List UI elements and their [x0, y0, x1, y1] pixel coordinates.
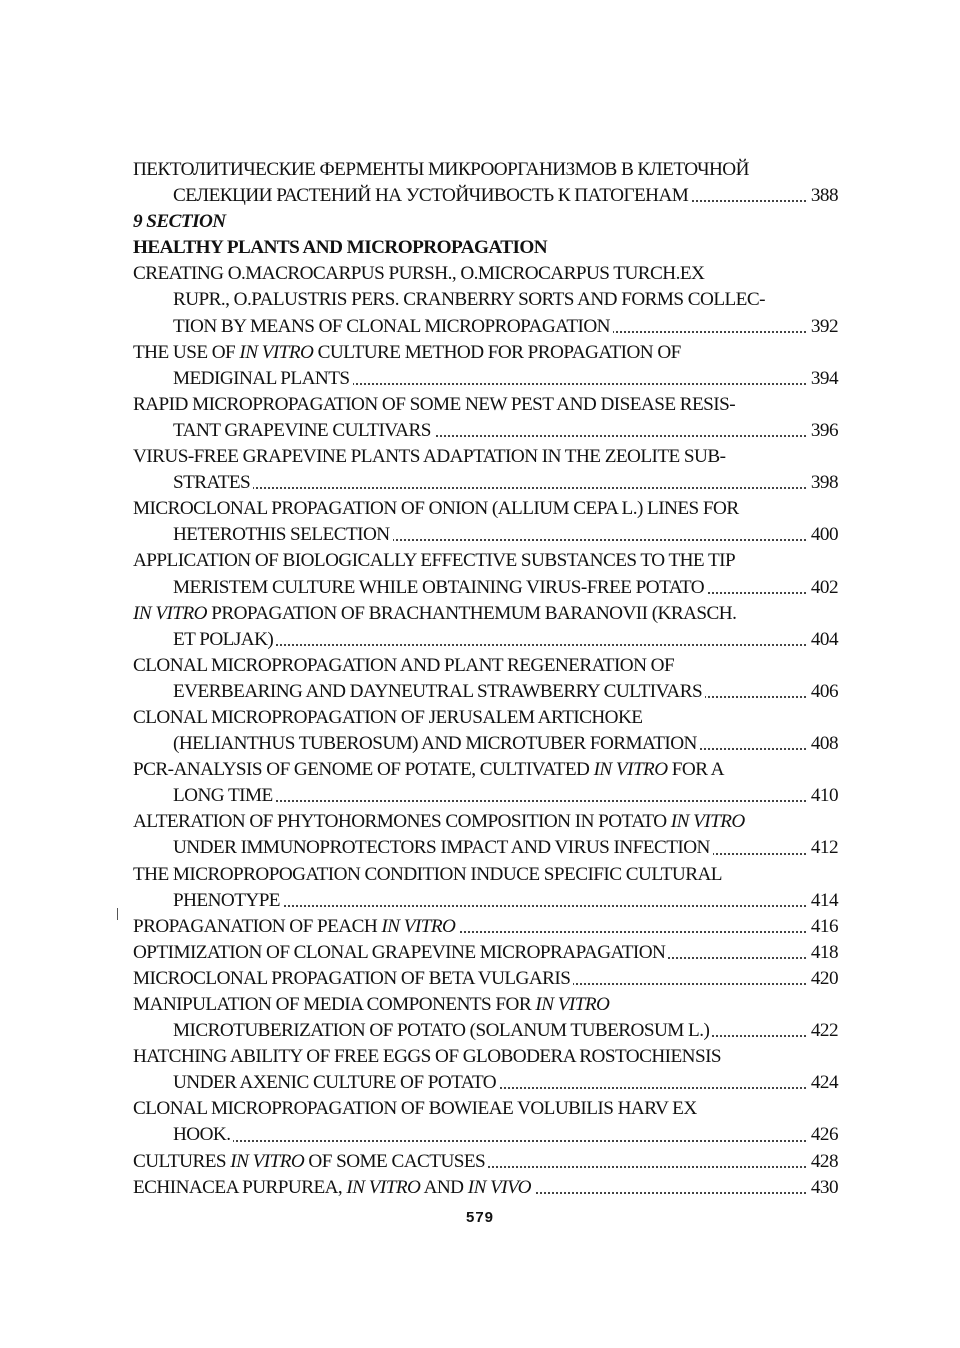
toc-entry: [133, 940, 838, 966]
toc-entry-title: THE USE OF IN VITRO CULTURE METHOD FOR PROPAGATION OF: [133, 342, 684, 363]
toc-entry-title: VIRUS-FREE GRAPEVINE PLANTS ADAPTATION IN THE ZEOLITE SUB-: [133, 446, 728, 467]
toc-entry-page: 404: [807, 627, 838, 653]
dot-leader: [173, 1140, 838, 1142]
toc-entry-title: APPLICATION OF BIOLOGICALLY EFFECTIVE SUBSTANCES TO THE TIP: [133, 550, 738, 571]
toc-entry: [133, 601, 838, 627]
toc-entry-page: 408: [807, 731, 838, 757]
toc-entry: [133, 679, 838, 705]
toc-entry-page: 416: [807, 914, 838, 940]
toc-entry-page: 414: [807, 888, 838, 914]
toc-entry-page: 420: [807, 966, 838, 992]
table-of-contents: [133, 157, 838, 1201]
toc-entry: [133, 653, 838, 679]
toc-entry: [133, 314, 838, 340]
toc-entry-title: IN VITRO PROPAGATION OF BRACHANTHEMUM BARANOVII (KRASCH.: [133, 603, 739, 624]
toc-entry-title: UNDER IMMUNOPROTECTORS IMPACT AND VIRUS INFECTION: [173, 837, 713, 858]
toc-entry-title: CULTURES IN VITRO OF SOME CACTUSES: [133, 1151, 488, 1172]
toc-entry: [133, 1018, 838, 1044]
toc-entry-page: 402: [807, 575, 838, 601]
toc-entry: [133, 992, 838, 1018]
toc-entry-page: 406: [807, 679, 838, 705]
toc-entry-title: OPTIMIZATION OF CLONAL GRAPEVINE MICROPRAPAGATION: [133, 942, 668, 963]
toc-entry-title: HEALTHY PLANTS AND MICROPROPAGATION: [133, 237, 550, 258]
dot-leader: [173, 487, 838, 489]
toc-entry-title: RAPID MICROPROPAGATION OF SOME NEW PEST AND DISEASE RESIS-: [133, 394, 738, 415]
toc-entry-page: 412: [807, 835, 838, 861]
toc-entry-title: PCR-ANALYSIS OF GENOME OF POTATE, CULTIVATED IN VITRO FOR A: [133, 759, 727, 780]
toc-entry: [133, 340, 838, 366]
toc-entry: [133, 496, 838, 522]
toc-entry: [133, 783, 838, 809]
toc-entry: [133, 627, 838, 653]
toc-entry: [133, 444, 838, 470]
toc-entry-title: CLONAL MICROPROPAGATION OF BOWIEAE VOLUBILIS HARV EX: [133, 1098, 700, 1119]
toc-entry-title: UNDER AXENIC CULTURE OF POTATO: [173, 1072, 499, 1093]
toc-entry-page: 418: [807, 940, 838, 966]
toc-entry: [133, 157, 838, 183]
toc-entry-page: 428: [807, 1149, 838, 1175]
toc-entry-title: СЕЛЕКЦИИ РАСТЕНИЙ НА УСТОЙЧИВОСТЬ К ПАТОГЕНАМ: [173, 185, 691, 206]
page-number: 579: [465, 1209, 495, 1226]
toc-entry-page: 396: [807, 418, 838, 444]
toc-entry-title: 9 SECTION: [133, 211, 229, 232]
toc-entry: [133, 1122, 838, 1148]
toc-entry-title: TION BY MEANS OF CLONAL MICROPROPAGATION: [173, 316, 613, 337]
toc-entry: [133, 835, 838, 861]
toc-entry-title: HETEROTHIS SELECTION: [173, 524, 393, 545]
toc-entry-title: EVERBEARING AND DAYNEUTRAL STRAWBERRY CULTIVARS: [173, 681, 705, 702]
toc-entry-title: CLONAL MICROPROPAGATION OF JERUSALEM ARTICHOKE: [133, 707, 645, 728]
toc-entry-title: LONG TIME: [173, 785, 276, 806]
toc-entry: [133, 809, 838, 835]
toc-entry: [133, 366, 838, 392]
toc-entry: [133, 522, 838, 548]
toc-entry: [133, 548, 838, 574]
toc-entry-title: MANIPULATION OF MEDIA COMPONENTS FOR IN VITRO: [133, 994, 612, 1015]
toc-entry: [133, 575, 838, 601]
toc-entry-title: MICROTUBERIZATION OF POTATO (SOLANUM TUBEROSUM L.): [173, 1020, 712, 1041]
toc-entry-title: ПЕКТОЛИТИЧЕСКИЕ ФЕРМЕНТЫ МИКРООРГАНИЗМОВ В КЛЕТОЧНОЙ: [133, 159, 752, 180]
toc-entry-title: ECHINACEA PURPUREA, IN VITRO AND IN VIVO: [133, 1177, 534, 1198]
section-heading: [133, 209, 838, 235]
toc-entry-title: STRATES: [173, 472, 253, 493]
toc-entry: [133, 287, 838, 313]
toc-entry-title: HATCHING ABILITY OF FREE EGGS OF GLOBODERA ROSTOCHIENSIS: [133, 1046, 724, 1067]
toc-entry-page: 430: [807, 1175, 838, 1201]
toc-entry: [133, 1044, 838, 1070]
section-heading: [133, 235, 838, 261]
toc-entry-page: 410: [807, 783, 838, 809]
toc-entry: [133, 888, 838, 914]
toc-entry-title: CLONAL MICROPROPAGATION AND PLANT REGENERATION OF: [133, 655, 677, 676]
toc-entry-title: THE MICROPROPOGATION CONDITION INDUCE SPECIFIC CULTURAL: [133, 864, 725, 885]
toc-entry-title: (HELIANTHUS TUBEROSUM) AND MICROTUBER FORMATION: [173, 733, 700, 754]
toc-entry-page: 422: [807, 1018, 838, 1044]
toc-entry: [133, 418, 838, 444]
toc-entry: [133, 914, 838, 940]
toc-entry-title: RUPR., O.PALUSTRIS PERS. CRANBERRY SORTS AND FORMS COLLEC-: [173, 289, 768, 310]
toc-entry-title: PROPAGANATION OF PEACH IN VITRO: [133, 916, 458, 937]
toc-entry: [133, 183, 838, 209]
toc-entry-page: 398: [807, 470, 838, 496]
toc-entry: [133, 392, 838, 418]
toc-entry: [133, 757, 838, 783]
toc-entry: [133, 966, 838, 992]
toc-entry-title: MICROCLONAL PROPAGATION OF BETA VULGARIS: [133, 968, 573, 989]
toc-entry: [133, 1096, 838, 1122]
toc-entry-page: 394: [807, 366, 838, 392]
toc-entry: [133, 1070, 838, 1096]
toc-entry: [133, 1149, 838, 1175]
toc-entry: [133, 1175, 838, 1201]
toc-entry: [133, 261, 838, 287]
toc-entry-title: CREATING O.MACROCARPUS PURSH., O.MICROCARPUS TURCH.EX: [133, 263, 707, 284]
toc-entry: [133, 862, 838, 888]
toc-entry: [133, 470, 838, 496]
toc-entry-title: MEDIGINAL PLANTS: [173, 368, 353, 389]
toc-entry: [133, 731, 838, 757]
toc-entry-title: TANT GRAPEVINE CULTIVARS: [173, 420, 434, 441]
toc-entry: [133, 705, 838, 731]
toc-entry-title: ET POLJAK): [173, 629, 276, 650]
toc-entry-title: MERISTEM CULTURE WHILE OBTAINING VIRUS-FREE POTATO: [173, 577, 707, 598]
toc-entry-page: 392: [807, 314, 838, 340]
toc-entry-page: 426: [807, 1122, 838, 1148]
margin-mark: [117, 908, 118, 920]
toc-entry-page: 424: [807, 1070, 838, 1096]
toc-entry-title: MICROCLONAL PROPAGATION OF ONION (ALLIUM CEPA L.) LINES FOR: [133, 498, 742, 519]
toc-entry-page: 400: [807, 522, 838, 548]
toc-entry-page: 388: [807, 183, 838, 209]
toc-entry-title: ALTERATION OF PHYTOHORMONES COMPOSITION IN POTATO IN VITRO: [133, 811, 748, 832]
toc-entry-title: PHENOTYPE: [173, 890, 283, 911]
toc-entry-title: HOOK.: [173, 1124, 233, 1145]
